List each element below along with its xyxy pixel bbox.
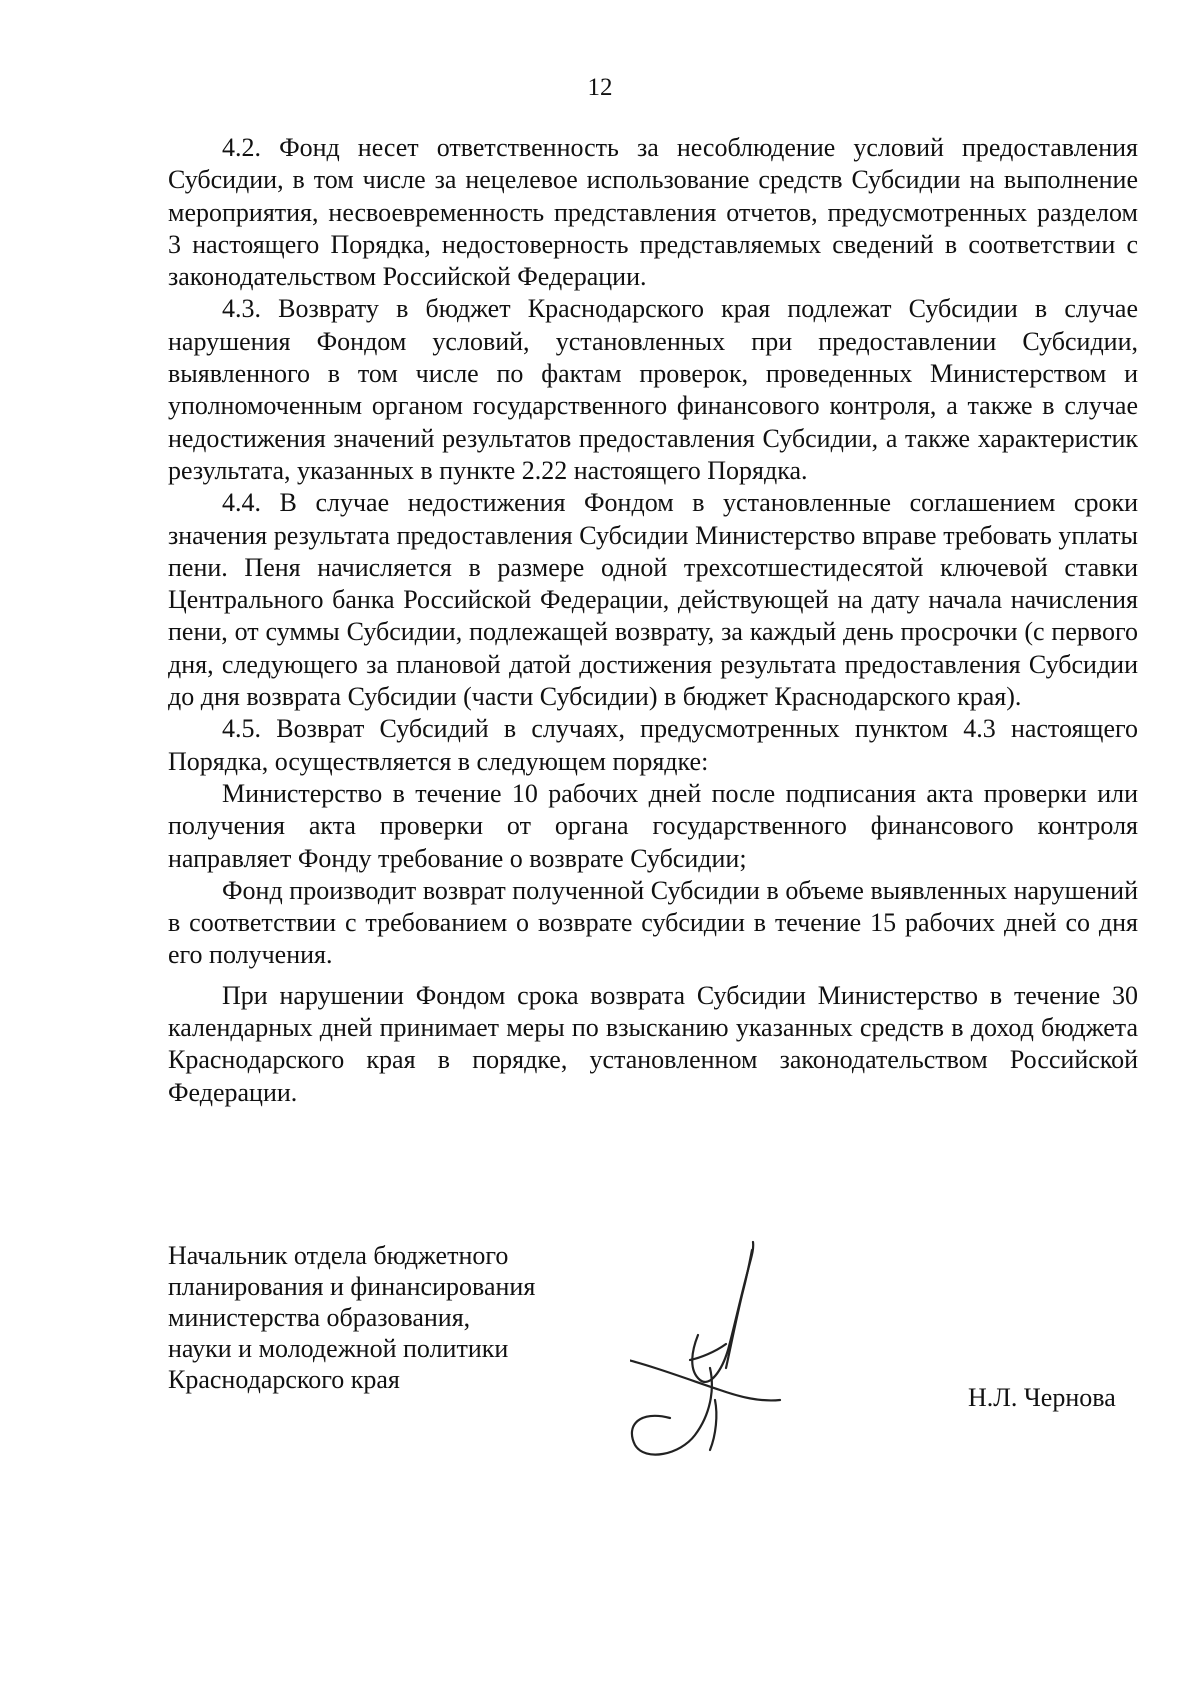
- paragraph-4-2: 4.2. Фонд несет ответственность за несоблюдение условий предоставления Субсидии, в том числе за нецелевое использование средств Субсидии на выполнение мероприятия, несвоевременность представления отчетов, предусмотренных разделом 3 настоящего Порядка, недостоверность представляемых сведений в соответствии с законодательством Российской Федерации.: [168, 133, 1138, 292]
- document-body: [168, 132, 1138, 1109]
- signatory-position-line: Начальник отдела бюджетного: [168, 1241, 509, 1270]
- page-number: 12: [587, 74, 613, 101]
- paragraph-fund-procedure: Фонд производит возврат полученной Субсидии в объеме выявленных нарушений в соответствии с требованием о возврате субсидии в течение 15 рабочих дней со дня его получения.: [168, 875, 1138, 970]
- signatory-position-line: Краснодарского края: [168, 1365, 400, 1394]
- paragraph-collection-measures: При нарушении Фондом срока возврата Субсидии Министерство в течение 30 календарных дней принимает меры по взысканию указанных средств в доход бюджета Краснодарского края в порядке, установленном законодательством Российской Федерации.: [168, 980, 1138, 1107]
- signatory-position: [168, 1240, 535, 1395]
- paragraph-4-3: 4.3. Возврату в бюджет Краснодарского края подлежат Субсидии в случае нарушения Фондом условий, установленных при предоставлении Субсидии, выявленного в том числе по фактам проверок, проведенных Министерством и уполномоченным органом государственного финансового контроля, а также в случае недостижения значений результатов предоставления Субсидии, а также характеристик результата, указанных в пункте 2.22 настоящего Порядка.: [168, 294, 1138, 485]
- paragraph-4-4: 4.4. В случае недостижения Фондом в установленные соглашением сроки значения результата предоставления Субсидии Министерство вправе требовать уплаты пени. Пеня начисляется в размере одной трехсотшестидесятой ключевой ставки Центрального банка Российской Федерации, действующей на дату начала начисления пени, от суммы Субсидии, подлежащей возврату, за каждый день просрочки (с первого дня, следующего за плановой датой достижения результата предоставления Субсидии до дня возврата Субсидии (части Субсидии) в бюджет Краснодарского края).: [168, 488, 1138, 712]
- paragraph-ministry-procedure: Министерство в течение 10 рабочих дней после подписания акта проверки или получения акта проверки от органа государственного финансового контроля направляет Фонду требование о возврате Субсидии;: [168, 778, 1138, 873]
- paragraph-4-5: 4.5. Возврат Субсидий в случаях, предусмотренных пунктом 4.3 настоящего Порядка, осуществляется в следующем порядке:: [168, 714, 1138, 776]
- signatory-position-line: министерства образования,: [168, 1303, 471, 1332]
- signatory-position-line: планирования и финансирования: [168, 1272, 536, 1301]
- signatory-position-line: науки и молодежной политики: [168, 1334, 509, 1363]
- handwritten-signature: [630, 1240, 800, 1465]
- signatory-name: Н.Л. Чернова: [968, 1383, 1116, 1412]
